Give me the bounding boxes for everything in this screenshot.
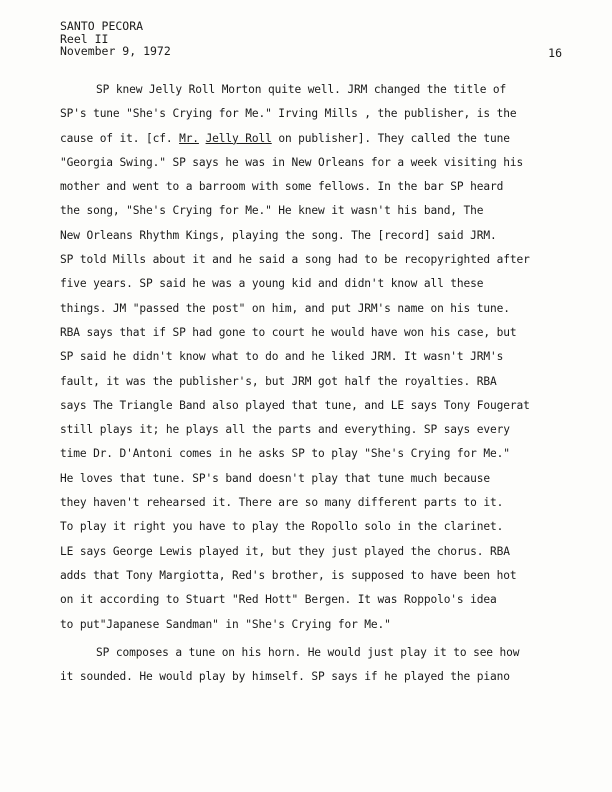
text-line: LE says George Lewis played it, but they just played the chorus. RBA (60, 544, 510, 558)
text-line (60, 127, 580, 151)
underlined-jelly-roll: Jelly Roll (205, 131, 272, 145)
interview-date: November 9, 1972 (60, 44, 171, 58)
underlined-mr: Mr. (179, 131, 199, 145)
text-line: the song, "She's Crying for Me." He knew it wasn't his band, The (60, 204, 484, 218)
text-line: SP composes a tune on his horn. He would just play it to see how (96, 645, 520, 659)
page-header (60, 20, 171, 58)
text-line: SP knew Jelly Roll Morton quite well. JRM changed the title of (96, 83, 507, 96)
text-segment: cause of it. [cf. (60, 131, 180, 145)
text-line: five years. SP said he was a young kid and didn't know all these (60, 277, 484, 291)
text-line: it sounded. He would play by himself. SP says if he played the piano (60, 670, 510, 684)
text-line: New Orleans Rhythm Kings, playing the song. The [record] said JRM. (60, 228, 497, 242)
text-line: To play it right you have to play the Ropollo solo in the clarinet. (60, 520, 504, 534)
interviewee-name: SANTO PECORA (60, 19, 144, 33)
text-line: says The Triangle Band also played that tune, and LE says Tony Fougerat (60, 398, 530, 412)
text-line: adds that Tony Margiotta, Red's brother, is supposed to have been hot (60, 568, 517, 582)
text-line: RBA says that if SP had gone to court he would have won his case, but (60, 325, 517, 339)
text-line: on it according to Stuart "Red Hott" Bergen. It was Roppolo's idea (60, 593, 497, 607)
text-segment: on publisher]. They called the tune (271, 131, 510, 145)
text-line: still plays it; he plays all the parts and everything. SP says every (60, 423, 510, 437)
text-line: SP said he didn't know what to do and he liked JRM. It wasn't JRM's (60, 350, 504, 364)
text-line: to put"Japanese Sandman" in "She's Crying for Me." (60, 617, 391, 631)
text-line: time Dr. D'Antoni comes in he asks SP to play "She's Crying for Me." (60, 447, 510, 461)
text-line: they haven't rehearsed it. There are so many different parts to it. (60, 496, 504, 510)
text-line: fault, it was the publisher's, but JRM got half the royalties. RBA (60, 374, 497, 388)
reel-label: Reel II (60, 31, 109, 46)
text-line: mother and went to a barroom with some fellows. In the bar SP heard (60, 180, 504, 194)
page-number: 16 (548, 46, 562, 60)
text-segment (199, 132, 206, 145)
text-line: SP's tune "She's Crying for Me." Irving Mills , the publisher, is the (60, 107, 517, 121)
text-line: things. JM "passed the post" on him, and put JRM's name on his tune. (60, 301, 510, 315)
text-line: "Georgia Swing." SP says he was in New Orleans for a week visiting his (60, 155, 524, 169)
transcript-body (60, 78, 580, 689)
text-line: He loves that tune. SP's band doesn't play that tune much because (60, 471, 491, 485)
text-line: SP told Mills about it and he said a song had to be recopyrighted after (60, 253, 530, 267)
